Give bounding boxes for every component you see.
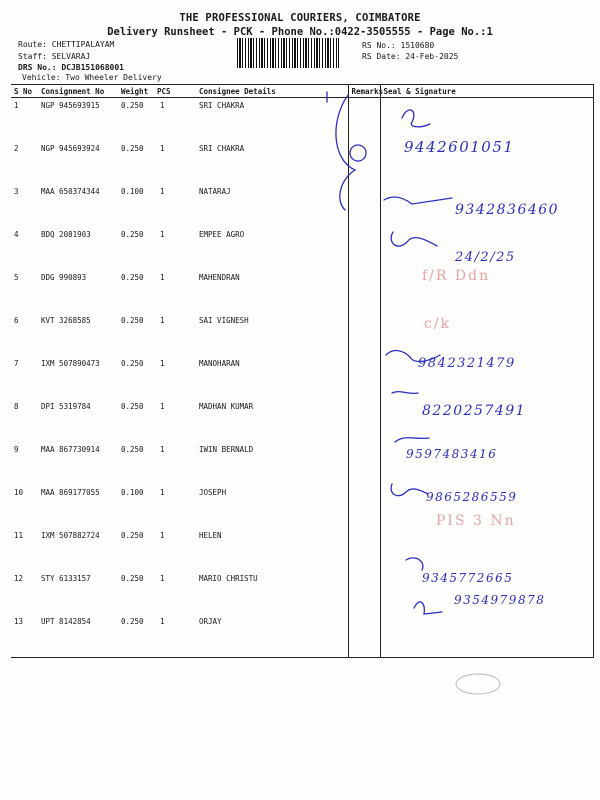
table-row (11, 442, 593, 485)
cell-consignee: NATARAJ (196, 184, 348, 227)
cell-remarks (348, 227, 380, 270)
cell-pcs: 1 (160, 488, 165, 497)
row7-phone: 9842321479 (418, 356, 516, 371)
cell-pcs: 1 (154, 614, 196, 658)
company-title: THE PROFESSIONAL COURIERS, COIMBATORE (179, 12, 421, 24)
row6-stamp: c/k (424, 316, 452, 332)
cell-weight: 0.250 (121, 445, 144, 454)
table-row (11, 98, 593, 142)
row4-date: 24/2/25 (455, 250, 516, 265)
runsheet-subtitle: Delivery Runsheet - PCK - Phone No.:0422-3505555 - Page No.:1 (107, 26, 493, 38)
cell-sno: 9 (14, 445, 19, 454)
col-remarks: Remarks (348, 85, 380, 98)
cell-remarks (348, 442, 380, 485)
row12-phone: 9345772665 (422, 571, 514, 585)
row10-phone: 9865286559 (426, 490, 518, 504)
cell-consignment-no: BDQ 2081903 (41, 230, 91, 239)
cell-consignment-no: UPT 8142854 (38, 614, 118, 658)
cell-consignee: SAI VIGNESH (196, 313, 348, 356)
cell-consignee: SRI CHAKRA (196, 141, 348, 184)
cell-signature (380, 528, 593, 571)
cell-pcs: 1 (160, 187, 165, 196)
drs-number: DRS No.: DCJB151068001 (18, 63, 124, 72)
cell-sno: 5 (14, 273, 19, 282)
cell-consignee: JOSEPH (196, 485, 348, 528)
cell-remarks (348, 141, 380, 184)
cell-remarks (348, 614, 380, 658)
cell-consignment-no: IXM 507882724 (41, 531, 100, 540)
cell-weight: 0.250 (121, 316, 144, 325)
cell-pcs: 1 (160, 445, 165, 454)
cell-sno: 13 (11, 614, 38, 658)
cell-consignment-no: MAA 867730914 (41, 445, 100, 454)
cell-weight: 0.250 (121, 230, 144, 239)
cell-signature (380, 614, 593, 658)
cell-weight: 0.250 (121, 574, 144, 583)
cell-pcs: 1 (160, 316, 165, 325)
cell-consignment-no: STY 6133157 (41, 574, 91, 583)
cell-remarks (348, 270, 380, 313)
cell-remarks (348, 313, 380, 356)
row2-phone: 9442601051 (404, 138, 515, 156)
cell-remarks (348, 356, 380, 399)
cell-sno: 1 (14, 101, 19, 110)
cell-remarks (348, 485, 380, 528)
staff-info: Staff: SELVARAJ (18, 52, 91, 61)
barcode (237, 38, 339, 68)
cell-weight: 0.250 (118, 614, 154, 658)
cell-pcs: 1 (160, 230, 165, 239)
cell-remarks (348, 98, 380, 142)
cell-weight: 0.250 (121, 101, 144, 110)
cell-weight: 0.250 (121, 531, 144, 540)
row3-phone: 9342836460 (455, 202, 560, 218)
cell-sno: 8 (14, 402, 19, 411)
cell-consignment-no: KVT 3268585 (41, 316, 91, 325)
cell-sno: 6 (14, 316, 19, 325)
table-row (11, 270, 593, 313)
cell-weight: 0.250 (121, 273, 144, 282)
cell-consignee: HELEN (196, 528, 348, 571)
cell-remarks (348, 399, 380, 442)
rs-date: RS Date: 24-Feb-2025 (362, 52, 459, 61)
cell-sno: 12 (14, 574, 24, 583)
table-row (11, 528, 593, 571)
col-sno: S No (11, 85, 38, 98)
row9-phone: 9597483416 (406, 447, 498, 461)
cell-consignee: MADHAN KUMAR (196, 399, 348, 442)
cell-consignment-no: MAA 869177055 (41, 488, 100, 497)
cell-weight: 0.250 (121, 402, 144, 411)
cell-pcs: 1 (160, 144, 165, 153)
table-row (11, 313, 593, 356)
col-signature: Seal & Signature (380, 85, 593, 98)
cell-consignment-no: DPI 5319784 (41, 402, 91, 411)
cell-consignee: MARIO CHRISTU (196, 571, 348, 614)
row5-stamp: f/R Ddn (422, 268, 491, 284)
cell-pcs: 1 (160, 101, 165, 110)
cell-signature (380, 313, 593, 356)
cell-pcs: 1 (160, 273, 165, 282)
row13-phone: 9354979878 (454, 593, 546, 607)
cell-consignee: IWIN BERNALD (196, 442, 348, 485)
cell-pcs: 1 (160, 531, 165, 540)
cell-sno: 10 (14, 488, 24, 497)
cell-pcs: 1 (160, 402, 165, 411)
cell-consignee: MANOHARAN (196, 356, 348, 399)
cell-pcs: 1 (160, 359, 165, 368)
table-header-row (11, 85, 593, 98)
cell-sno: 11 (14, 531, 24, 540)
cell-sno: 3 (14, 187, 19, 196)
col-weight: Weight (118, 85, 154, 98)
row11-stamp: PIS 3 Nn (436, 513, 516, 529)
cell-consignee: ORJAY (196, 614, 348, 658)
rs-number: RS No.: 1510680 (362, 41, 435, 50)
cell-consignee: SRI CHAKRA (196, 98, 348, 142)
cell-consignment-no: NGP 945693924 (41, 144, 100, 153)
col-consignment: Consignment No (38, 85, 118, 98)
cell-sno: 7 (14, 359, 19, 368)
cell-signature (380, 98, 593, 142)
cell-consignment-no: DDG 990893 (41, 273, 87, 282)
col-pcs: PCS (154, 85, 196, 98)
route-info: Route: CHETTIPALAYAM (18, 40, 115, 49)
cell-consignment-no: MAA 650374344 (41, 187, 100, 196)
table-row (11, 614, 593, 658)
cell-consignee: EMPEE AGRO (196, 227, 348, 270)
cell-weight: 0.250 (121, 359, 144, 368)
vehicle-info: Vehicle: Two Wheeler Delivery (22, 73, 162, 82)
cell-pcs: 1 (160, 574, 165, 583)
cell-sno: 4 (14, 230, 19, 239)
cell-remarks (348, 528, 380, 571)
cell-consignee: MAHENDRAN (196, 270, 348, 313)
cell-weight: 0.250 (121, 144, 144, 153)
cell-consignment-no: IXM 507890473 (41, 359, 100, 368)
cell-weight: 0.100 (121, 187, 144, 196)
cell-sno: 2 (14, 144, 19, 153)
cell-remarks (348, 184, 380, 227)
faint-mark (456, 674, 500, 694)
col-consignee: Consignee Details (196, 85, 348, 98)
cell-remarks (348, 571, 380, 614)
row8-phone: 8220257491 (422, 403, 527, 419)
cell-consignment-no: NGP 945693915 (41, 101, 100, 110)
cell-weight: 0.100 (121, 488, 144, 497)
